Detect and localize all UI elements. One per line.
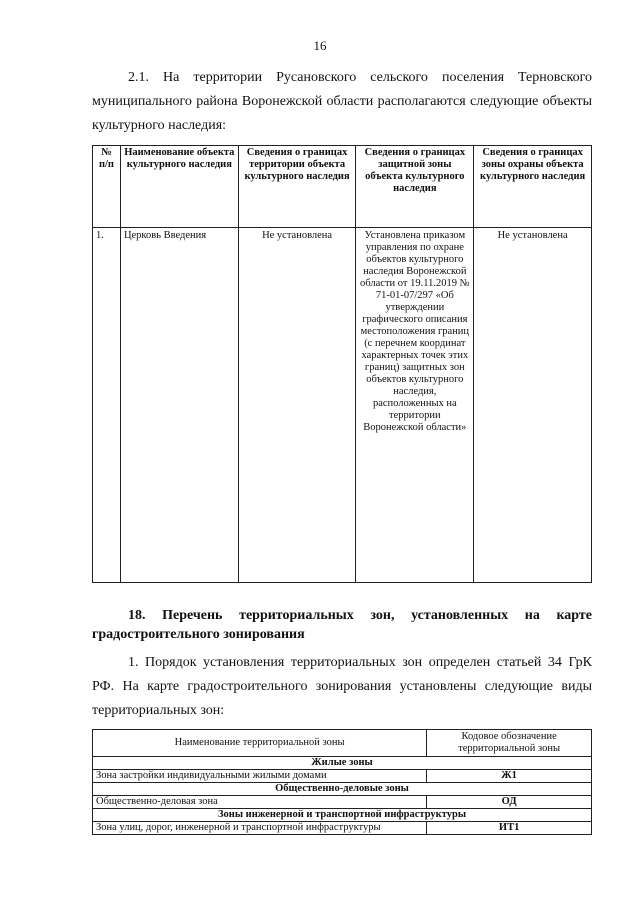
row-number: 1.: [93, 228, 121, 583]
heritage-table: [92, 145, 592, 583]
zone-code: ОД: [427, 796, 592, 809]
zone-group-title: Жилые зоны: [93, 757, 592, 770]
zone-name: Зона улиц, дорог, инженерной и транспортной инфраструктуры: [93, 822, 427, 835]
intro-paragraph: 2.1. На территории Русановского сельского поселения Терновского муниципального района Воронежской области располагаются следующие объекты культурного наследия:: [92, 70, 592, 133]
zone-name: Общественно-деловая зона: [93, 796, 427, 809]
zone-code: Ж1: [427, 770, 592, 783]
section-heading: 18. Перечень территориальных зон, установленных на карте градостроительного зонирования: [92, 608, 592, 642]
zones-table: [92, 729, 592, 835]
row-object-name: Церковь Введения: [120, 228, 238, 583]
table-row: [93, 228, 592, 583]
header-cell-number: № п/п: [93, 146, 121, 228]
zone-code: ИТ1: [427, 822, 592, 835]
header-cell-protective-zone: Сведения о границах защитной зоны объекта культурного наследия: [356, 146, 474, 228]
header-cell-name: Наименование объекта культурного наследия: [120, 146, 238, 228]
zone-group-row: [93, 809, 592, 822]
table-row: [93, 770, 592, 783]
header-cell-zone-code: Кодовое обозначение территориальной зоны: [427, 730, 592, 757]
row-territory: Не установлена: [238, 228, 356, 583]
zone-group-title: Общественно-деловые зоны: [93, 783, 592, 796]
zone-name: Зона застройки индивидуальными жилыми домами: [93, 770, 427, 783]
header-cell-protection-zone: Сведения о границах зоны охраны объекта культурного наследия: [474, 146, 592, 228]
row-protection-zone: Не установлена: [474, 228, 592, 583]
table-row: [93, 822, 592, 835]
zones-table-header: [93, 730, 592, 757]
table-row: [93, 796, 592, 809]
zone-group-row: [93, 757, 592, 770]
header-cell-zone-name: Наименование территориальной зоны: [93, 730, 427, 757]
section-paragraph: 1. Порядок установления территориальных зон определен статьей 34 ГрК РФ. На карте градостроительного зонирования установлены следующие виды территориальных зон:: [92, 655, 592, 718]
heritage-table-header: [93, 146, 592, 228]
page-number: 16: [313, 38, 327, 53]
header-cell-territory: Сведения о границах территории объекта культурного наследия: [238, 146, 356, 228]
zone-group-row: [93, 783, 592, 796]
row-protective-zone: Установлена приказом управления по охране объектов культурного наследия Воронежской области от 19.11.2019 № 71-01-07/297 «Об утверждении графического описания местоположения границ (с перечнем координат характерных точек этих границ) защитных зон объектов культурного наследия, расположенных на территории Воронежской области»: [356, 228, 474, 583]
zone-group-title: Зоны инженерной и транспортной инфраструктуры: [93, 809, 592, 822]
